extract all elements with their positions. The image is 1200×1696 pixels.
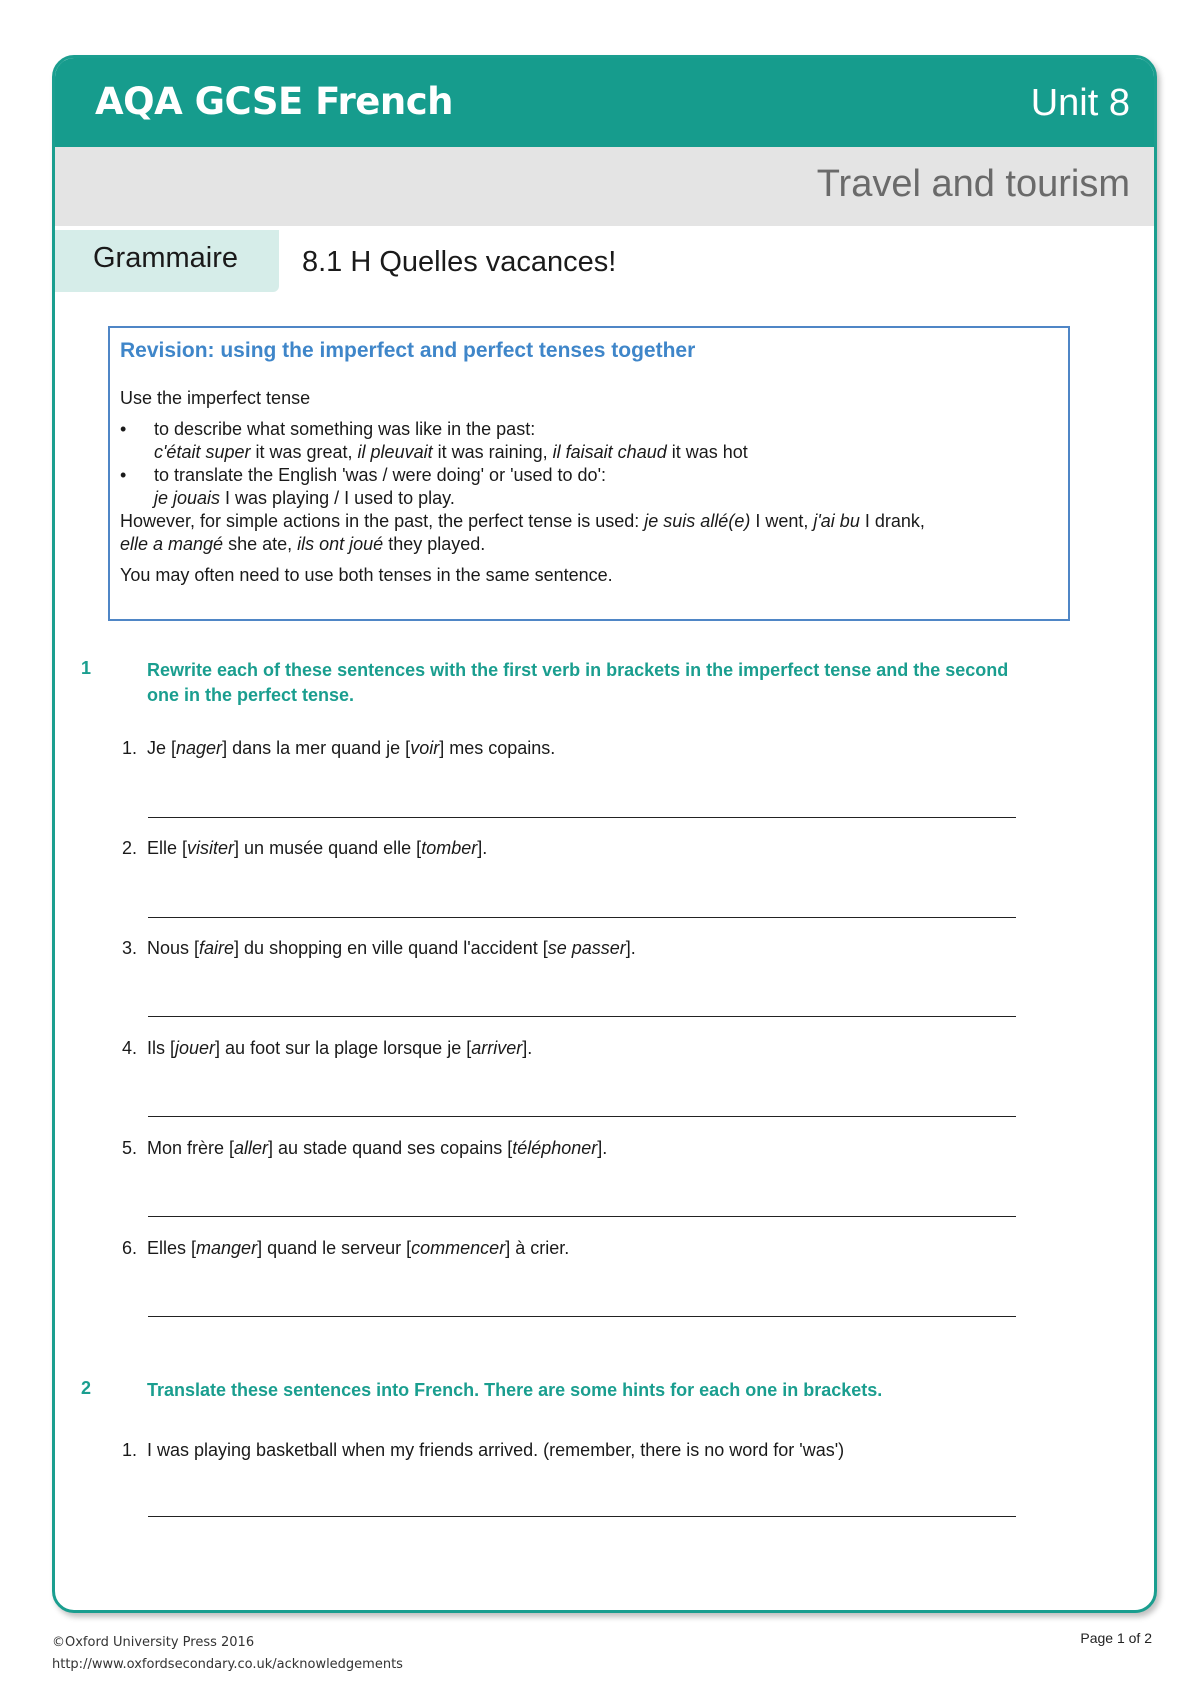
brand-title: AQA GCSE French [95,80,453,123]
answer-line[interactable] [148,1016,1016,1017]
acknowledgements-link[interactable]: http://www.oxfordsecondary.co.uk/acknowledgements [52,1657,403,1672]
worksheet-card: AQA GCSE French Unit 8 Travel and tourism Grammaire 8.1 H Quelles vacances! Revision: using the imperfect and perfect tenses together Use the imperfect tense • to describe what something was like in the past: c'était super it was great, il pleuvait it was raining, il faisait chaud it was hot • to translate the English 'was / were doing' or 'used to do': je jouais I was playing / I used to play. However, for simple actions in the past, the perfect tense is used: je suis allé(e) I went, j'ai bu I drank, elle a mangé she ate, ils ont joué they played. You may often need to use both tenses in the same sentence. 1 Rewrite each of these sentences with the first verb in brackets in the imperfect tense and the second one in the perfect tense. 1. Je [nager] dans la mer quand je [voir] mes copains. 2. Elle [visiter] un musée quand elle [tomber]. 3. Nous [faire] du shopping en ville quand l'accident [se passer]. 4. Ils [jouer] au foot sur la plage lorsque je [arriver]. 5. Mon frère [aller] au stade quand ses copains [téléphoner]. 6. Elles [manger] quand le serveur [commencer] à crier. 2 Translate these sentences into French. There are some hints for each one in brackets. 1. I was playing basketball when my friends arrived. (remember, there is no word for 'was') [52,55,1157,1613]
revision-intro: Use the imperfect tense [120,388,311,408]
section-tab [55,230,279,292]
revision-however-cont: elle a mangé she ate, ils ont joué they played. [120,534,486,554]
revision-bullet-1: • to describe what something was like in the past: [120,418,1058,441]
topic-bar [55,147,1154,226]
revision-note: You may often need to use both tenses in the same sentence. [120,565,613,585]
question-instruction: Translate these sentences into French. There are some hints for each one in brackets. [147,1380,883,1400]
answer-line[interactable] [148,1216,1016,1217]
question-number: 1 [81,658,92,678]
footer-credits [52,1632,403,1676]
revision-bullet-2: • to translate the English 'was / were doing' or 'used to do': [120,464,1058,487]
answer-line[interactable] [148,1116,1016,1117]
revision-however: However, for simple actions in the past, the perfect tense is used: je suis allé(e) I went, j'ai bu I drank, [120,511,925,531]
page-number: Page 1 of 2 [1080,1630,1152,1646]
revision-title: Revision: using the imperfect and perfect tenses together [120,339,696,362]
unit-label: Unit 8 [1030,82,1130,124]
question-instruction: Rewrite each of these sentences with the first verb in brackets in the imperfect tense and the second one in the perfect tense. [147,660,1009,705]
answer-line[interactable] [148,817,1016,818]
lesson-title: 8.1 H Quelles vacances! [302,246,617,278]
answer-line[interactable] [148,917,1016,918]
header-bar [55,58,1154,147]
revision-box [108,326,1070,621]
topic-title: Travel and tourism [816,163,1130,205]
answer-line[interactable] [148,1516,1016,1517]
section-label: Grammaire [93,242,239,274]
copyright: ©Oxford University Press 2016 [52,1635,255,1650]
revision-bullet-1-examples: c'était super it was great, il pleuvait it was raining, il faisait chaud it was hot [154,442,748,462]
question-number: 2 [81,1378,92,1398]
revision-bullet-2-example: je jouais I was playing / I used to play. [154,488,455,508]
answer-line[interactable] [148,1316,1016,1317]
